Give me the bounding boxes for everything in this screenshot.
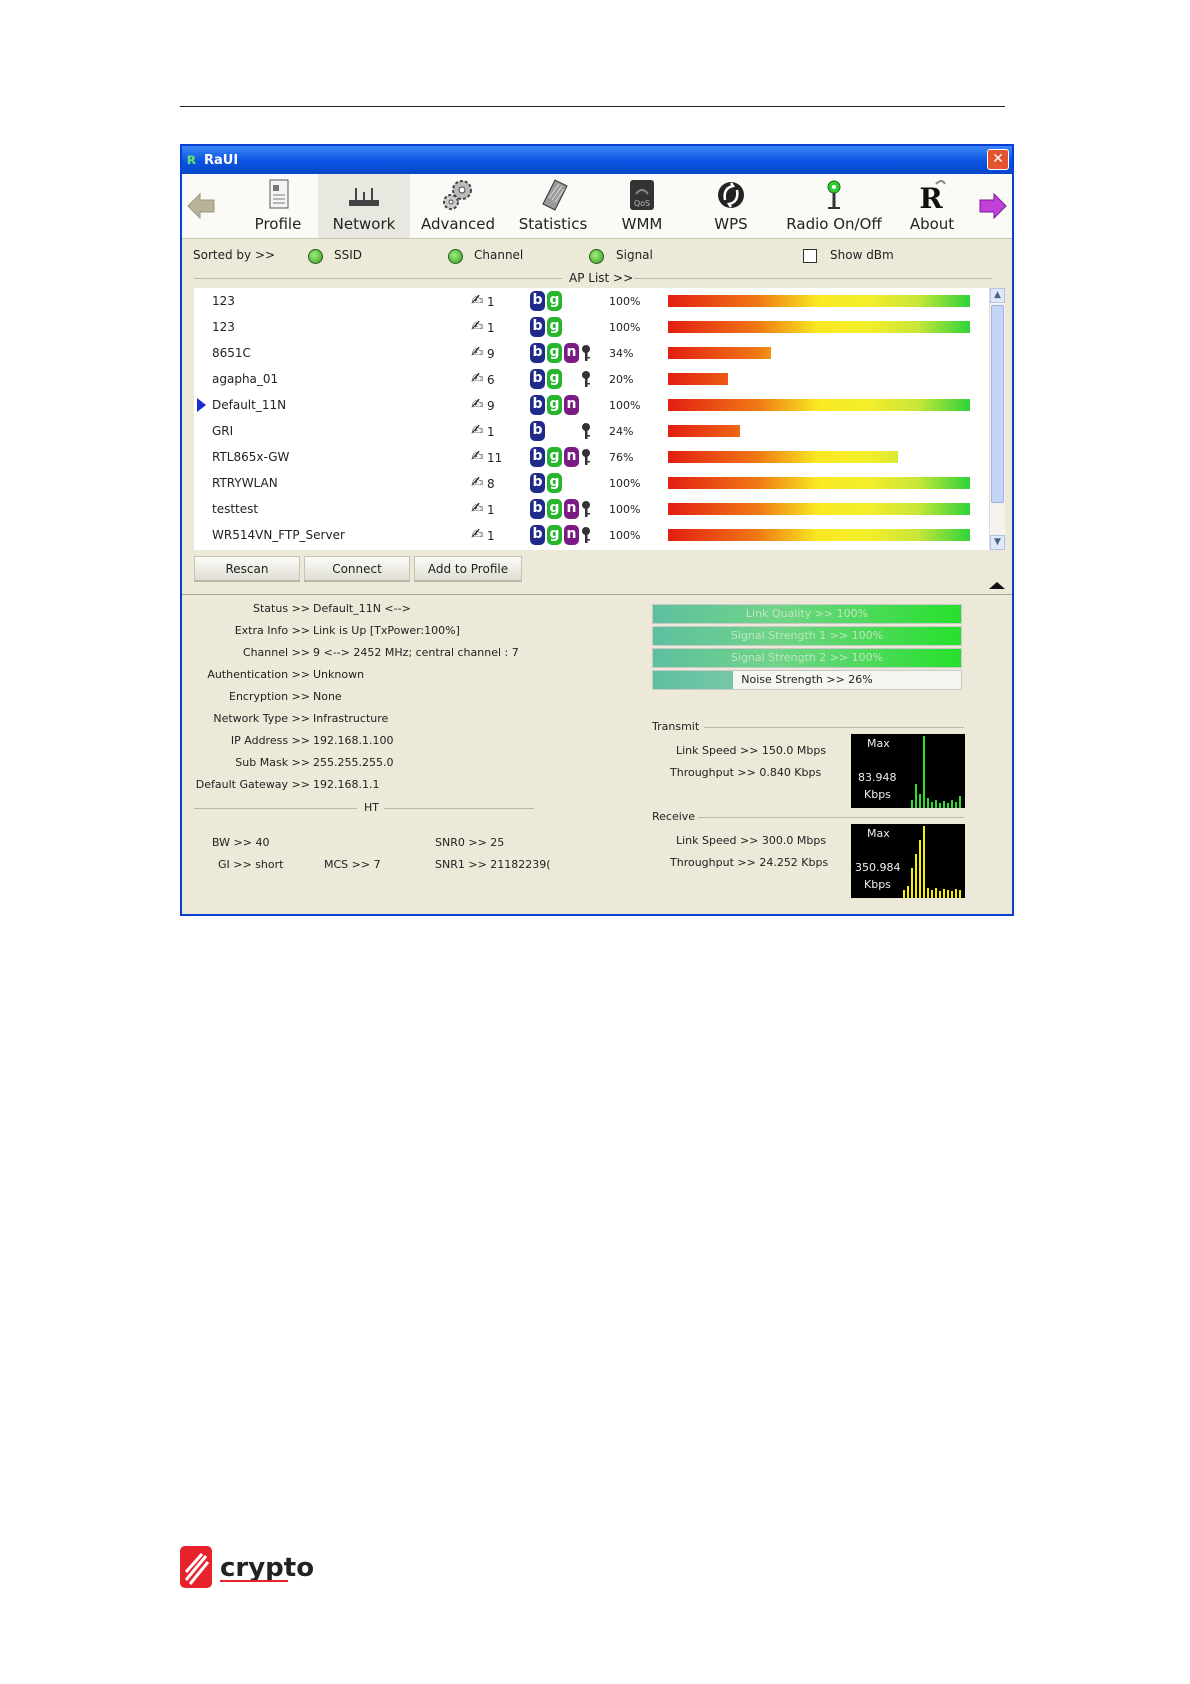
band-g-icon: g xyxy=(547,447,562,467)
ap-channel: 1 xyxy=(487,321,495,335)
toolbar-advanced[interactable] xyxy=(414,174,502,238)
receive-graph-value: 350.984 xyxy=(855,861,901,874)
page-rule xyxy=(180,106,1005,107)
meter-label: Link Quality >> 100% xyxy=(745,607,869,620)
selected-indicator-icon xyxy=(197,398,206,412)
ap-ssid: RTRYWLAN xyxy=(212,476,278,490)
lock-icon xyxy=(581,448,591,466)
ap-ssid: testtest xyxy=(212,502,259,516)
ap-row[interactable] xyxy=(194,444,989,470)
transmit-label: Transmit xyxy=(652,720,700,733)
receive-graph-plot xyxy=(851,824,965,898)
band-n-icon: n xyxy=(564,395,579,415)
meter-label: Signal Strength 1 >> 100% xyxy=(730,629,884,642)
quality-meter xyxy=(652,648,962,668)
band-b-icon: b xyxy=(530,473,545,493)
status-key: Authentication >> xyxy=(207,668,310,681)
status-key: Sub Mask >> xyxy=(235,756,310,769)
show-dbm-label: Show dBm xyxy=(830,248,894,262)
band-g-icon: g xyxy=(547,291,562,311)
ap-row[interactable] xyxy=(194,470,989,496)
ap-channel: 1 xyxy=(487,503,495,517)
crypto-logo-mark xyxy=(180,1544,315,1592)
toolbar-label: Profile xyxy=(254,215,302,233)
scroll-down-button[interactable]: ▼ xyxy=(990,535,1005,550)
ht-mcs: MCS >> 7 xyxy=(324,858,381,871)
toolbar-label: About xyxy=(909,215,955,233)
title-bar xyxy=(182,146,1012,174)
band-b-icon: b xyxy=(530,447,545,467)
ap-ssid: GRI xyxy=(212,424,234,438)
status-value: 192.168.1.100 xyxy=(313,734,394,747)
channel-icon: ✍ xyxy=(471,317,484,335)
ap-ssid: Default_11N xyxy=(212,398,287,412)
status-value: Default_11N <--> xyxy=(313,602,411,615)
ap-row[interactable] xyxy=(194,392,989,418)
ap-row[interactable] xyxy=(194,314,989,340)
toolbar-statistics[interactable] xyxy=(508,174,598,238)
statistics-icon xyxy=(533,178,573,212)
svg-text:QoS: QoS xyxy=(633,199,651,208)
crypto-logo-text: crypto xyxy=(220,1553,315,1583)
svg-text:R: R xyxy=(919,182,943,215)
band-b-icon: b xyxy=(530,421,545,441)
toolbar-label: Statistics xyxy=(518,215,588,233)
band-g-icon: g xyxy=(547,525,562,545)
channel-icon: ✍ xyxy=(471,473,484,491)
lock-icon xyxy=(581,370,591,388)
ap-signal-percent: 100% xyxy=(609,295,641,308)
receive-group-header xyxy=(652,810,964,824)
sort-channel-radio[interactable] xyxy=(448,249,463,264)
ap-list-label: AP List >> xyxy=(569,271,634,285)
band-b-icon: b xyxy=(530,343,545,363)
band-g-icon: g xyxy=(547,395,562,415)
transmit-graph-unit: Kbps xyxy=(864,788,891,801)
channel-icon: ✍ xyxy=(471,369,484,387)
channel-icon: ✍ xyxy=(471,395,484,413)
ap-signal-bar xyxy=(668,451,898,463)
band-g-icon: g xyxy=(547,343,562,363)
ap-ssid: WR514VN_FTP_Server xyxy=(212,528,345,542)
ap-ssid: 123 xyxy=(212,320,235,334)
receive-graph-max: Max xyxy=(867,827,890,840)
toolbar-radio-toggle[interactable] xyxy=(776,174,892,238)
band-b-icon: b xyxy=(530,291,545,311)
ap-channel: 1 xyxy=(487,295,495,309)
channel-icon: ✍ xyxy=(471,291,484,309)
ap-list xyxy=(194,288,989,550)
lock-icon xyxy=(581,526,591,544)
channel-icon: ✍ xyxy=(471,499,484,517)
ap-signal-bar xyxy=(668,425,740,437)
status-key: Extra Info >> xyxy=(234,624,310,637)
ap-signal-percent: 100% xyxy=(609,321,641,334)
gears-icon xyxy=(438,178,478,212)
ralink-logo-icon xyxy=(912,178,952,215)
status-value: Infrastructure xyxy=(313,712,389,725)
lock-icon xyxy=(581,344,591,362)
receive-link-speed: Link Speed >> 300.0 Mbps xyxy=(676,834,827,847)
band-n-icon: n xyxy=(564,525,579,545)
ap-signal-bar xyxy=(668,347,771,359)
status-key: IP Address >> xyxy=(230,734,310,747)
receive-graph xyxy=(851,824,965,898)
receive-throughput: Throughput >> 24.252 Kbps xyxy=(670,856,829,869)
ap-channel: 1 xyxy=(487,425,495,439)
band-b-icon: b xyxy=(530,369,545,389)
status-key: Status >> xyxy=(253,602,310,615)
ap-signal-bar xyxy=(668,373,728,385)
band-n-icon: n xyxy=(564,447,579,467)
status-key: Channel >> xyxy=(242,646,310,659)
wps-icon xyxy=(711,178,751,212)
toolbar-label: Advanced xyxy=(420,215,496,233)
toolbar-wmm[interactable] xyxy=(602,174,682,238)
ap-channel: 8 xyxy=(487,477,495,491)
rescan-button[interactable]: Rescan xyxy=(194,556,300,582)
sort-ssid-label: SSID xyxy=(334,248,363,262)
sort-ssid-radio[interactable] xyxy=(308,249,323,264)
section-divider xyxy=(182,594,1012,595)
scroll-thumb[interactable] xyxy=(991,305,1004,503)
toolbar xyxy=(182,174,1012,239)
quality-meter xyxy=(652,626,962,646)
receive-label: Receive xyxy=(652,810,696,823)
toolbar-label: WMM xyxy=(621,215,663,233)
toolbar-wps[interactable] xyxy=(694,174,768,238)
toolbar-profile[interactable] xyxy=(242,174,314,238)
band-b-icon: b xyxy=(530,395,545,415)
ap-channel: 6 xyxy=(487,373,495,387)
ap-list-scrollbar[interactable] xyxy=(989,288,1005,550)
ap-signal-bar xyxy=(668,321,970,333)
band-n-icon: n xyxy=(564,343,579,363)
ap-signal-bar xyxy=(668,503,970,515)
ht-snr1: SNR1 >> 21182239( xyxy=(435,858,551,871)
connect-button[interactable]: Connect xyxy=(304,556,410,582)
meter-label: Noise Strength >> 26% xyxy=(741,673,873,686)
ap-signal-bar xyxy=(668,295,970,307)
band-g-icon: g xyxy=(547,317,562,337)
receive-graph-unit: Kbps xyxy=(864,878,891,891)
qos-icon xyxy=(622,178,662,212)
show-dbm-checkbox[interactable] xyxy=(803,249,817,263)
ap-list-header xyxy=(182,270,1012,286)
transmit-graph-value: 83.948 xyxy=(858,771,897,784)
ht-group-header xyxy=(194,801,534,815)
transmit-graph xyxy=(851,734,965,808)
sort-row xyxy=(182,242,1012,268)
transmit-throughput: Throughput >> 0.840 Kbps xyxy=(670,766,822,779)
toolbar-label: Radio On/Off xyxy=(786,215,882,233)
ap-row[interactable] xyxy=(194,340,989,366)
status-value: 255.255.255.0 xyxy=(313,756,394,769)
ap-row[interactable] xyxy=(194,522,989,548)
profile-icon xyxy=(258,178,298,212)
raui-app-icon: ʀ xyxy=(187,150,197,168)
meter-label: Signal Strength 2 >> 100% xyxy=(730,651,884,664)
close-button[interactable]: ✕ xyxy=(987,149,1009,170)
status-value: 9 <--> 2452 MHz; central channel : 7 xyxy=(313,646,519,659)
ht-label: HT xyxy=(364,801,379,814)
lock-icon xyxy=(581,422,591,440)
window-title: RaUI xyxy=(204,153,239,168)
status-value: None xyxy=(313,690,342,703)
ap-row[interactable] xyxy=(194,366,989,392)
band-n-icon: n xyxy=(564,499,579,519)
band-g-icon: g xyxy=(547,369,562,389)
network-icon xyxy=(344,178,384,212)
quality-meter xyxy=(652,604,962,624)
band-b-icon: b xyxy=(530,499,545,519)
transmit-group-header xyxy=(652,720,964,734)
status-value: 192.168.1.1 xyxy=(313,778,380,791)
ap-signal-bar xyxy=(668,399,970,411)
radio-icon xyxy=(814,178,854,212)
add-to-profile-button[interactable]: Add to Profile xyxy=(414,556,522,582)
status-key: Network Type >> xyxy=(213,712,310,725)
collapse-icon[interactable] xyxy=(989,582,1005,589)
transmit-link-speed: Link Speed >> 150.0 Mbps xyxy=(676,744,827,757)
ap-ssid: 8651C xyxy=(212,346,251,360)
status-value: Link is Up [TxPower:100%] xyxy=(313,624,460,637)
ap-row[interactable] xyxy=(194,418,989,444)
transmit-graph-max: Max xyxy=(867,737,890,750)
forward-arrow-icon[interactable] xyxy=(978,190,1008,222)
ap-signal-percent: 100% xyxy=(609,529,641,542)
ap-signal-percent: 100% xyxy=(609,477,641,490)
back-arrow-icon[interactable] xyxy=(186,190,216,222)
toolbar-network[interactable] xyxy=(318,174,410,238)
ap-signal-percent: 100% xyxy=(609,503,641,516)
ap-signal-percent: 34% xyxy=(609,347,634,360)
lock-icon xyxy=(581,500,591,518)
meter-fill xyxy=(653,671,733,689)
ap-signal-percent: 24% xyxy=(609,425,634,438)
status-key: Encryption >> xyxy=(229,690,310,703)
status-value: Unknown xyxy=(313,668,365,681)
band-b-icon: b xyxy=(530,525,545,545)
ap-signal-percent: 20% xyxy=(609,373,634,386)
transmit-graph-plot xyxy=(851,734,965,808)
ap-ssid: RTL865x-GW xyxy=(212,450,290,464)
ht-snr0: SNR0 >> 25 xyxy=(435,836,505,849)
ap-signal-bar xyxy=(668,477,970,489)
ap-channel: 9 xyxy=(487,399,495,413)
channel-icon: ✍ xyxy=(471,421,484,439)
band-b-icon: b xyxy=(530,317,545,337)
band-g-icon: g xyxy=(547,499,562,519)
scroll-up-button[interactable]: ▲ xyxy=(990,288,1005,303)
toolbar-about[interactable] xyxy=(896,174,968,238)
toolbar-label: Network xyxy=(332,215,396,233)
sort-label: Sorted by >> xyxy=(193,248,276,262)
channel-icon: ✍ xyxy=(471,447,484,465)
ap-channel: 1 xyxy=(487,529,495,543)
raui-window xyxy=(180,144,1014,916)
noise-strength-meter xyxy=(652,670,962,690)
ap-signal-bar xyxy=(668,529,970,541)
status-key: Default Gateway >> xyxy=(195,778,310,791)
ht-bw: BW >> 40 xyxy=(212,836,270,849)
crypto-logo xyxy=(180,1544,315,1596)
channel-icon: ✍ xyxy=(471,343,484,361)
ap-ssid: agapha_01 xyxy=(212,372,279,386)
ap-row[interactable] xyxy=(194,288,989,314)
ap-ssid: 123 xyxy=(212,294,235,308)
sort-signal-label: Signal xyxy=(616,248,653,262)
channel-icon: ✍ xyxy=(471,525,484,543)
ap-signal-percent: 76% xyxy=(609,451,634,464)
band-g-icon: g xyxy=(547,473,562,493)
ap-signal-percent: 100% xyxy=(609,399,641,412)
ap-channel: 11 xyxy=(487,451,503,465)
ap-row[interactable] xyxy=(194,496,989,522)
sort-signal-radio[interactable] xyxy=(589,249,604,264)
ht-gi: GI >> short xyxy=(218,858,284,871)
toolbar-label: WPS xyxy=(714,215,748,233)
sort-channel-label: Channel xyxy=(474,248,524,262)
ap-channel: 9 xyxy=(487,347,495,361)
